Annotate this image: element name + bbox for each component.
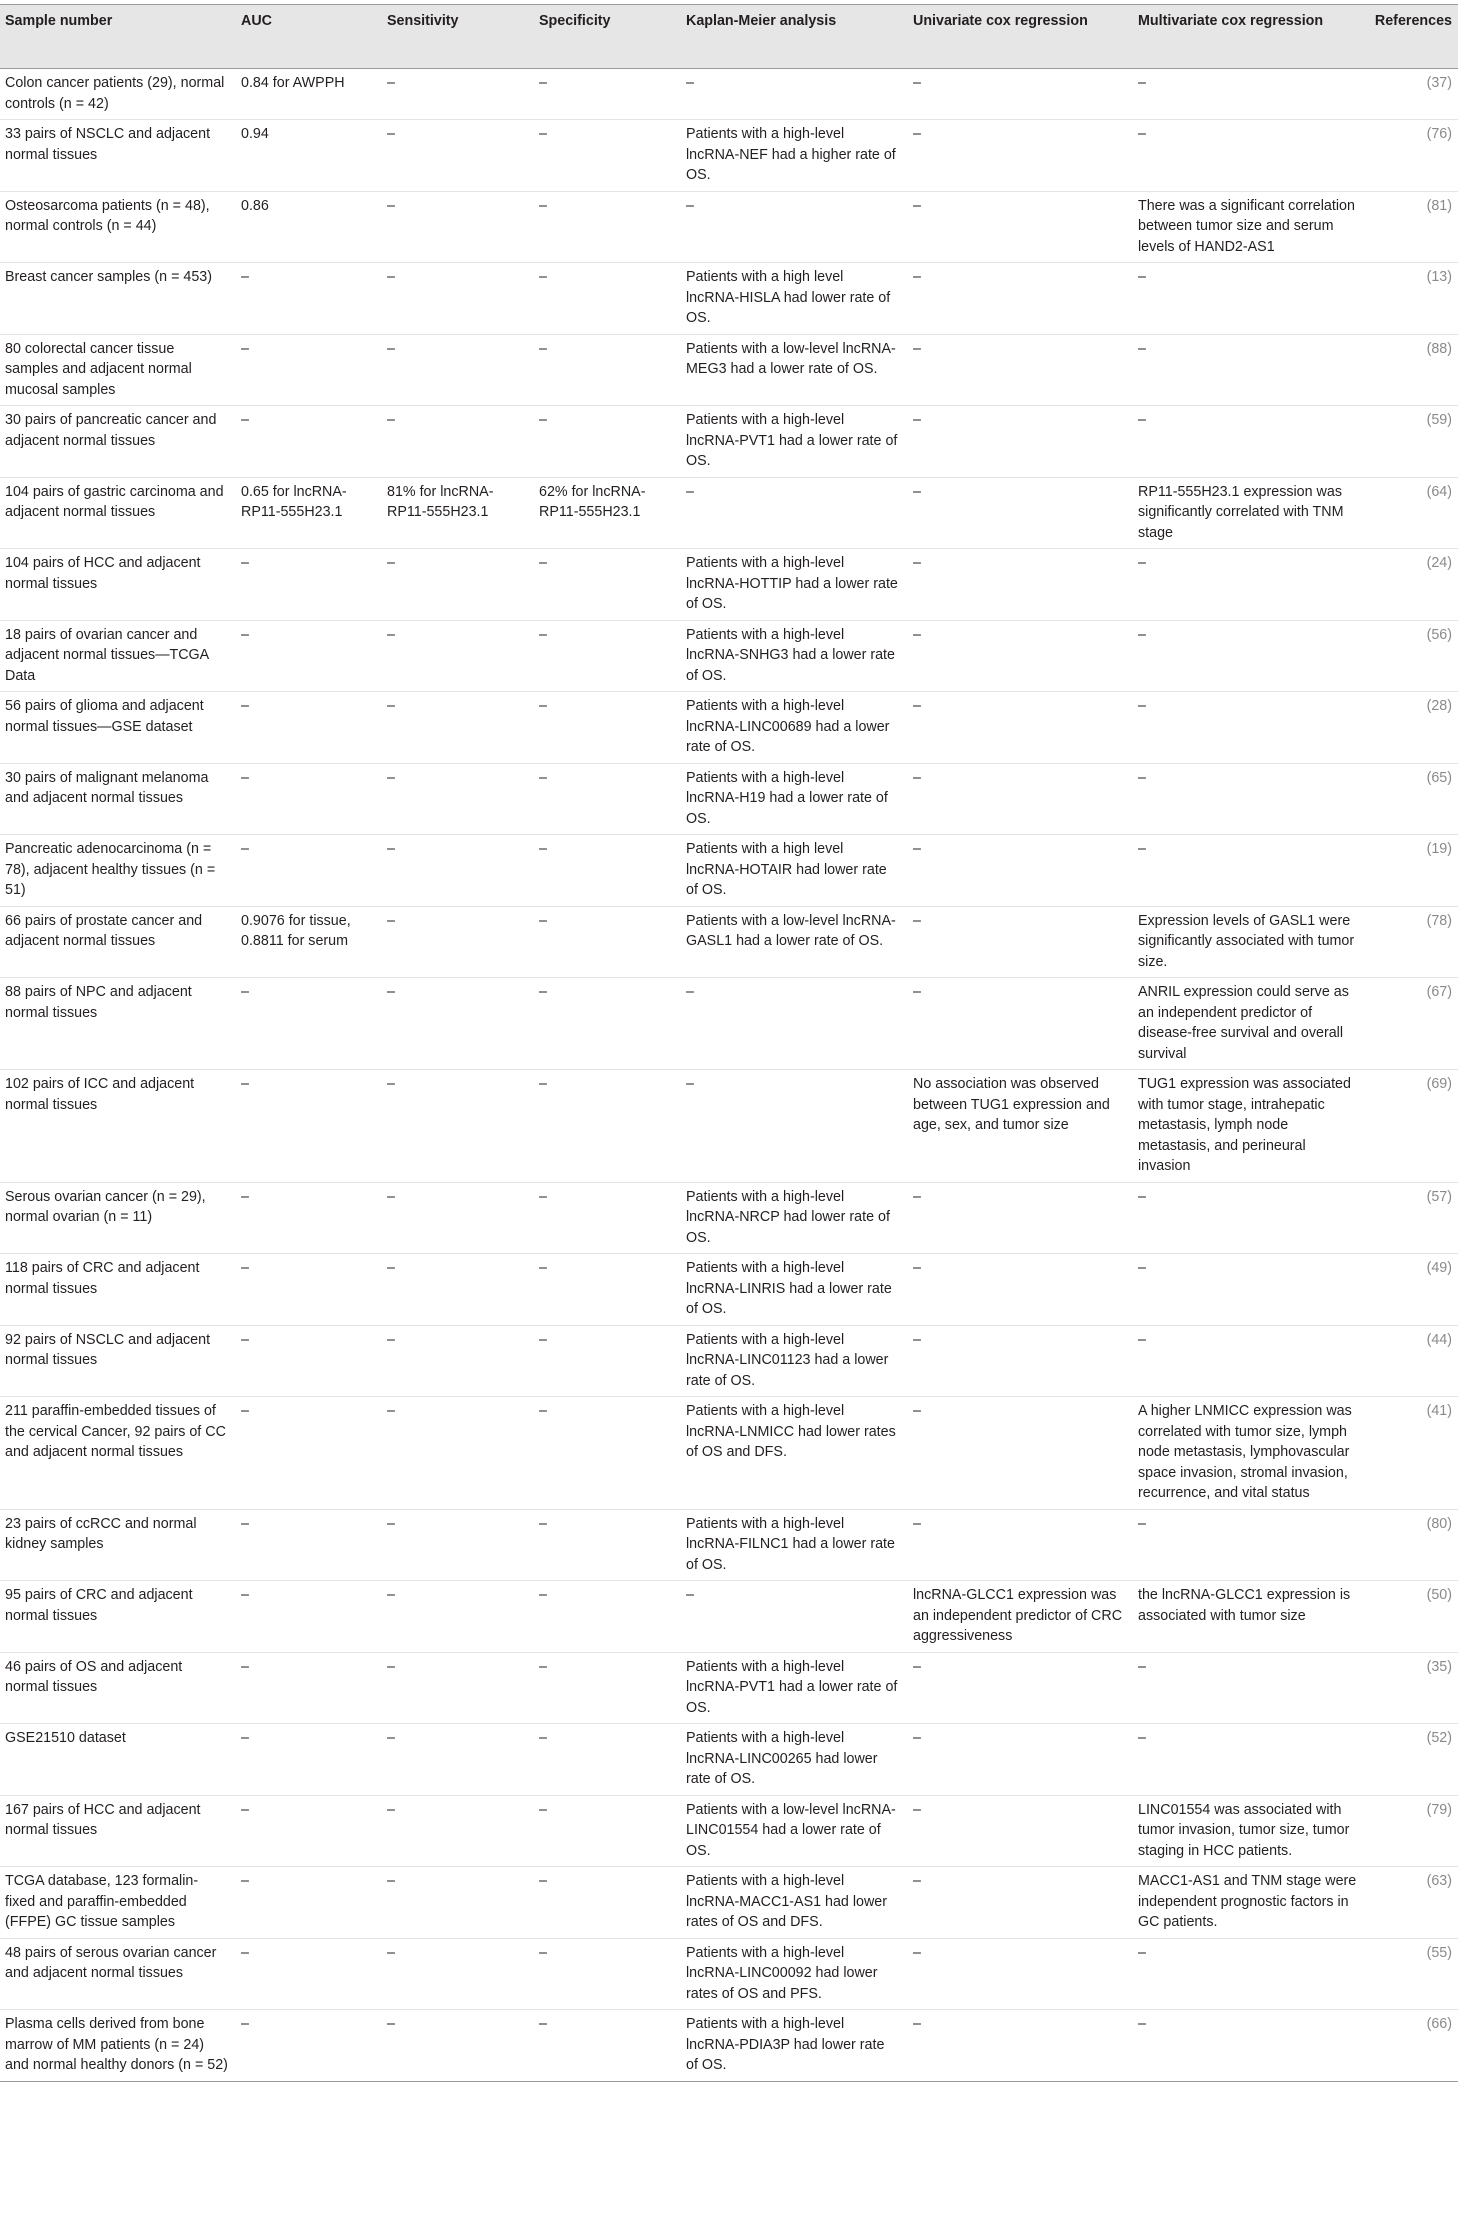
sensitivity-cell: 81% for lncRNA-RP11-555H23.1 [387,483,494,520]
reference-cell [1368,1652,1458,1724]
kaplan-meier-cell: Patients with a low-level lncRNA-MEG3 had a lower rate of OS. [686,340,896,377]
sensitivity-cell: – [387,1873,395,1889]
reference-link[interactable]: (79) [1426,1801,1452,1818]
sensitivity-cell: – [387,1587,395,1603]
auc-cell: – [241,1730,249,1746]
auc-cell: – [241,1260,249,1276]
sensitivity-cell: – [387,1515,395,1532]
table-header [0,5,1458,69]
reference-link[interactable]: (28) [1426,698,1452,714]
univariate-cox-cell: – [913,1403,921,1419]
multivariate-cox-cell: – [1138,1515,1146,1532]
univariate-cox-cell: – [913,1801,921,1818]
reference-cell [1368,906,1458,978]
sensitivity-cell: – [387,340,395,357]
data-table [0,4,1458,2082]
auc-cell: – [241,1801,249,1818]
sensitivity-cell: – [387,197,395,214]
table-row [0,978,1458,1070]
sample-number-cell: 18 pairs of ovarian cancer and adjacent normal tissues—TCGA Data [5,626,209,684]
reference-link[interactable]: (24) [1426,555,1452,571]
table-row [0,120,1458,192]
kaplan-meier-cell: Patients with a high-level lncRNA-H19 had a lower rate of OS. [686,769,888,827]
auc-cell: – [241,1076,249,1092]
reference-cell [1368,620,1458,692]
auc-cell: – [241,698,249,714]
table-row [0,763,1458,835]
header-sensitivity: Sensitivity [382,5,534,69]
multivariate-cox-cell: – [1138,698,1146,714]
sample-number-cell: 104 pairs of HCC and adjacent normal tissues [5,555,201,592]
multivariate-cox-cell: – [1138,2016,1146,2032]
specificity-cell: – [539,1260,547,1276]
reference-link[interactable]: (63) [1426,1873,1452,1889]
reference-cell [1368,549,1458,621]
sensitivity-cell: – [387,412,395,428]
reference-link[interactable]: (52) [1426,1730,1452,1746]
reference-cell [1368,1182,1458,1254]
table-row [0,549,1458,621]
kaplan-meier-cell: Patients with a high-level lncRNA-HOTTIP had a lower rate of OS. [686,555,898,612]
specificity-cell: – [539,1730,547,1746]
header-kaplan-meier: Kaplan-Meier analysis [681,5,908,69]
auc-cell: – [241,1188,249,1205]
specificity-cell: – [539,1873,547,1889]
sample-number-cell: 118 pairs of CRC and adjacent normal tissues [5,1260,200,1297]
table-row [0,1509,1458,1581]
sample-number-cell: Colon cancer patients (29), normal controls (n = 42) [5,75,225,112]
auc-cell: – [241,984,249,1000]
univariate-cox-cell: – [913,1331,921,1348]
auc-cell: – [241,841,249,857]
sensitivity-cell: – [387,75,395,91]
specificity-cell: – [539,1076,547,1092]
auc-cell: 0.84 for AWPPH [241,75,345,91]
sensitivity-cell: – [387,841,395,857]
kaplan-meier-cell: Patients with a high level lncRNA-HISLA had lower rate of OS. [686,269,891,326]
sample-number-cell: 211 paraffin-embedded tissues of the cervical Cancer, 92 pairs of CC and adjacent normal tissues [5,1403,226,1460]
sensitivity-cell: – [387,912,395,929]
sensitivity-cell: – [387,1331,395,1348]
specificity-cell: – [539,126,547,142]
auc-cell: – [241,555,249,571]
reference-link[interactable]: (66) [1426,2016,1452,2032]
multivariate-cox-cell: TUG1 expression was associated with tumor stage, intrahepatic metastasis, lymph node metastasis, and perineural invasion [1138,1076,1351,1174]
multivariate-cox-cell: – [1138,555,1146,571]
table-row [0,191,1458,263]
specificity-cell: – [539,269,547,285]
table-row [0,1652,1458,1724]
multivariate-cox-cell: – [1138,1331,1146,1348]
univariate-cox-cell: – [913,1188,921,1205]
sample-number-cell: Osteosarcoma patients (n = 48), normal controls (n = 44) [5,197,210,234]
header-multivariate-cox: Multivariate cox regression [1133,5,1368,69]
multivariate-cox-cell: There was a significant correlation between tumor size and serum levels of HAND2-AS1 [1138,197,1355,255]
sensitivity-cell: – [387,1188,395,1205]
reference-link[interactable]: (35) [1426,1658,1452,1675]
table-row [0,477,1458,549]
multivariate-cox-cell: ANRIL expression could serve as an independent predictor of disease-free survival and overall survival [1138,984,1349,1062]
multivariate-cox-cell: MACC1-AS1 and TNM stage were independent prognostic factors in GC patients. [1138,1873,1357,1930]
univariate-cox-cell: – [913,483,921,500]
multivariate-cox-cell: – [1138,412,1146,428]
header-specificity: Specificity [534,5,681,69]
table-row [0,906,1458,978]
specificity-cell: – [539,1403,547,1419]
kaplan-meier-cell: Patients with a high-level lncRNA-PVT1 had a lower rate of OS. [686,412,898,469]
sensitivity-cell: – [387,1260,395,1276]
sample-number-cell: 30 pairs of pancreatic cancer and adjacent normal tissues [5,412,217,449]
univariate-cox-cell: – [913,269,921,285]
kaplan-meier-cell: Patients with a high-level lncRNA-LNMICC had lower rates of OS and DFS. [686,1403,896,1460]
sample-number-cell: 167 pairs of HCC and adjacent normal tissues [5,1801,201,1838]
sample-number-cell: 102 pairs of ICC and adjacent normal tissues [5,1076,195,1113]
auc-cell: – [241,1658,249,1675]
auc-cell: – [241,1587,249,1603]
auc-cell: 0.94 [241,126,269,142]
univariate-cox-cell: – [913,1658,921,1675]
reference-cell [1368,263,1458,335]
header-references: References [1368,5,1458,69]
kaplan-meier-cell: Patients with a low-level lncRNA-LINC01554 had a lower rate of OS. [686,1801,896,1859]
table-row [0,1581,1458,1653]
reference-cell [1368,978,1458,1070]
multivariate-cox-cell: – [1138,1944,1146,1961]
univariate-cox-cell: – [913,984,921,1000]
reference-link[interactable]: (76) [1426,126,1452,142]
sensitivity-cell: – [387,1944,395,1961]
reference-link[interactable]: (37) [1426,75,1452,91]
kaplan-meier-cell: – [686,1076,694,1092]
sample-number-cell: 56 pairs of glioma and adjacent normal tissues—GSE dataset [5,698,204,735]
specificity-cell: 62% for lncRNA-RP11-555H23.1 [539,483,646,520]
multivariate-cox-cell: – [1138,340,1146,357]
reference-cell [1368,692,1458,764]
sample-number-cell: 88 pairs of NPC and adjacent normal tissues [5,984,192,1021]
reference-cell [1368,1070,1458,1183]
sensitivity-cell: – [387,126,395,142]
auc-cell: – [241,1331,249,1348]
table-row [0,334,1458,406]
univariate-cox-cell: – [913,1260,921,1276]
kaplan-meier-cell: Patients with a high-level lncRNA-LINC00265 had lower rate of OS. [686,1730,878,1787]
auc-cell: – [241,1515,249,1532]
sensitivity-cell: – [387,1403,395,1419]
reference-cell [1368,1795,1458,1867]
table-row [0,1325,1458,1397]
multivariate-cox-cell: the lncRNA-GLCC1 expression is associated with tumor size [1138,1587,1351,1624]
kaplan-meier-cell: – [686,483,694,500]
univariate-cox-cell: – [913,1730,921,1746]
specificity-cell: – [539,626,547,643]
sample-number-cell: Breast cancer samples (n = 453) [5,269,213,285]
specificity-cell: – [539,769,547,786]
kaplan-meier-cell: Patients with a high-level lncRNA-PDIA3P had lower rate of OS. [686,2016,885,2073]
univariate-cox-cell: – [913,197,921,214]
specificity-cell: – [539,1188,547,1205]
sample-number-cell: Plasma cells derived from bone marrow of MM patients (n = 24) and normal healthy donors (n = 52) [5,2016,228,2073]
kaplan-meier-cell: – [686,197,694,214]
auc-cell: 0.86 [241,197,269,214]
sample-number-cell: TCGA database, 123 formalin-fixed and paraffin-embedded (FFPE) GC tissue samples [5,1873,199,1930]
kaplan-meier-cell: Patients with a high-level lncRNA-LINRIS had a lower rate of OS. [686,1260,892,1317]
table-row [0,1182,1458,1254]
auc-cell: – [241,1873,249,1889]
reference-cell [1368,1254,1458,1326]
reference-link[interactable]: (19) [1426,841,1452,857]
multivariate-cox-cell: – [1138,1730,1146,1746]
kaplan-meier-cell: – [686,1587,694,1603]
kaplan-meier-cell: Patients with a high-level lncRNA-PVT1 had a lower rate of OS. [686,1658,898,1716]
reference-cell [1368,1724,1458,1796]
reference-cell [1368,1867,1458,1939]
sensitivity-cell: – [387,769,395,786]
multivariate-cox-cell: Expression levels of GASL1 were significantly associated with tumor size. [1138,912,1355,970]
kaplan-meier-cell: Patients with a low-level lncRNA-GASL1 had a lower rate of OS. [686,912,896,949]
reference-link[interactable]: (57) [1426,1188,1452,1205]
reference-cell [1368,1325,1458,1397]
auc-cell: 0.65 for lncRNA-RP11-555H23.1 [241,483,347,520]
kaplan-meier-cell: – [686,984,694,1000]
reference-link[interactable]: (59) [1426,412,1452,428]
table-row [0,1070,1458,1183]
table-row [0,835,1458,907]
auc-cell: – [241,1944,249,1961]
reference-cell [1368,334,1458,406]
sample-number-cell: 104 pairs of gastric carcinoma and adjacent normal tissues [5,483,224,520]
reference-link[interactable]: (65) [1426,769,1452,786]
multivariate-cox-cell: – [1138,126,1146,142]
sensitivity-cell: – [387,555,395,571]
kaplan-meier-cell: Patients with a high-level lncRNA-LINC00689 had a lower rate of OS. [686,698,890,755]
reference-link[interactable]: (41) [1426,1403,1452,1419]
reference-cell [1368,120,1458,192]
specificity-cell: – [539,698,547,714]
specificity-cell: – [539,2016,547,2032]
sample-number-cell: 95 pairs of CRC and adjacent normal tissues [5,1587,193,1624]
sensitivity-cell: – [387,1730,395,1746]
kaplan-meier-cell: Patients with a high-level lncRNA-NRCP had lower rate of OS. [686,1188,890,1246]
sample-number-cell: 33 pairs of NSCLC and adjacent normal tissues [5,126,211,163]
sample-number-cell: 80 colorectal cancer tissue samples and adjacent normal mucosal samples [5,340,192,398]
table-row [0,620,1458,692]
kaplan-meier-cell: Patients with a high-level lncRNA-LINC00092 had lower rates of OS and PFS. [686,1944,878,2002]
reference-link[interactable]: (50) [1426,1587,1452,1603]
sensitivity-cell: – [387,269,395,285]
header-sample-number: Sample number [0,5,236,69]
reference-link[interactable]: (13) [1426,269,1452,285]
univariate-cox-cell: – [913,2016,921,2032]
kaplan-meier-cell: Patients with a high-level lncRNA-FILNC1 had a lower rate of OS. [686,1515,895,1573]
multivariate-cox-cell: A higher LNMICC expression was correlated with tumor size, lymph node metastasis, lymphovascular space invasion, stromal invasion, recurrence, and vital status [1138,1403,1352,1501]
sample-number-cell: 66 pairs of prostate cancer and adjacent normal tissues [5,912,203,949]
specificity-cell: – [539,1658,547,1675]
reference-link[interactable]: (78) [1426,912,1452,929]
reference-link[interactable]: (88) [1426,340,1452,357]
table-row [0,1867,1458,1939]
reference-cell [1368,835,1458,907]
sample-number-cell: Pancreatic adenocarcinoma (n = 78), adjacent healthy tissues (n = 51) [5,841,216,898]
reference-link[interactable]: (49) [1426,1260,1452,1276]
multivariate-cox-cell: – [1138,1260,1146,1276]
multivariate-cox-cell: – [1138,841,1146,857]
specificity-cell: – [539,1587,547,1603]
multivariate-cox-cell: – [1138,1658,1146,1675]
auc-cell: – [241,269,249,285]
specificity-cell: – [539,984,547,1000]
univariate-cox-cell: – [913,412,921,428]
specificity-cell: – [539,1801,547,1818]
sample-number-cell: 48 pairs of serous ovarian cancer and adjacent normal tissues [5,1944,217,1981]
univariate-cox-cell: – [913,126,921,142]
specificity-cell: – [539,1331,547,1348]
specificity-cell: – [539,1944,547,1961]
reference-cell [1368,763,1458,835]
table-body [0,69,1458,2082]
auc-cell: – [241,1403,249,1419]
reference-cell [1368,1509,1458,1581]
table-row [0,1397,1458,1510]
univariate-cox-cell: lncRNA-GLCC1 expression was an independent predictor of CRC aggressiveness [913,1587,1123,1644]
specificity-cell: – [539,912,547,929]
auc-cell: 0.9076 for tissue, 0.8811 for serum [241,912,351,949]
reference-link[interactable]: (56) [1426,626,1452,643]
specificity-cell: – [539,75,547,91]
table-row [0,692,1458,764]
auc-cell: – [241,340,249,357]
specificity-cell: – [539,1515,547,1532]
table-row [0,406,1458,478]
table-row [0,69,1458,120]
reference-cell [1368,1938,1458,2010]
multivariate-cox-cell: – [1138,769,1146,786]
reference-cell [1368,191,1458,263]
univariate-cox-cell: – [913,1515,921,1532]
table-row [0,1254,1458,1326]
specificity-cell: – [539,412,547,428]
auc-cell: – [241,412,249,428]
sample-number-cell: GSE21510 dataset [5,1730,126,1746]
sensitivity-cell: – [387,698,395,714]
kaplan-meier-cell: Patients with a high-level lncRNA-LINC01123 had a lower rate of OS. [686,1331,889,1389]
univariate-cox-cell: – [913,340,921,357]
univariate-cox-cell: – [913,626,921,643]
univariate-cox-cell: – [913,698,921,714]
univariate-cox-cell: – [913,555,921,571]
univariate-cox-cell: – [913,1944,921,1961]
specificity-cell: – [539,555,547,571]
sample-number-cell: 46 pairs of OS and adjacent normal tissues [5,1658,183,1695]
table-row [0,1938,1458,2010]
sensitivity-cell: – [387,2016,395,2032]
reference-cell [1368,2010,1458,2082]
specificity-cell: – [539,340,547,357]
kaplan-meier-cell: – [686,75,694,91]
kaplan-meier-cell: Patients with a high level lncRNA-HOTAIR had lower rate of OS. [686,841,887,898]
kaplan-meier-cell: Patients with a high-level lncRNA-MACC1-AS1 had lower rates of OS and DFS. [686,1873,888,1930]
table-row [0,1795,1458,1867]
reference-cell [1368,477,1458,549]
multivariate-cox-cell: – [1138,269,1146,285]
univariate-cox-cell: – [913,841,921,857]
sample-number-cell: Serous ovarian cancer (n = 29), normal ovarian (n = 11) [5,1188,206,1225]
auc-cell: – [241,626,249,643]
sensitivity-cell: – [387,1658,395,1675]
reference-cell [1368,69,1458,120]
sensitivity-cell: – [387,1801,395,1818]
reference-link[interactable]: (80) [1426,1515,1452,1532]
table-row [0,263,1458,335]
sensitivity-cell: – [387,626,395,643]
reference-cell [1368,1581,1458,1653]
multivariate-cox-cell: LINC01554 was associated with tumor invasion, tumor size, tumor staging in HCC patients. [1138,1801,1350,1859]
table-row [0,2010,1458,2082]
sample-number-cell: 23 pairs of ccRCC and normal kidney samples [5,1515,197,1552]
sample-number-cell: 92 pairs of NSCLC and adjacent normal tissues [5,1331,211,1368]
sample-number-cell: 30 pairs of malignant melanoma and adjacent normal tissues [5,769,209,806]
specificity-cell: – [539,197,547,214]
sensitivity-cell: – [387,984,395,1000]
table-row [0,1724,1458,1796]
auc-cell: – [241,769,249,786]
reference-link[interactable]: (67) [1426,984,1452,1000]
reference-cell [1368,406,1458,478]
sensitivity-cell: – [387,1076,395,1092]
reference-cell [1368,1397,1458,1510]
univariate-cox-cell: – [913,769,921,786]
kaplan-meier-cell: Patients with a high-level lncRNA-NEF had a higher rate of OS. [686,126,896,183]
multivariate-cox-cell: – [1138,75,1146,91]
univariate-cox-cell: No association was observed between TUG1 expression and age, sex, and tumor size [913,1076,1110,1133]
header-auc: AUC [236,5,382,69]
header-univariate-cox: Univariate cox regression [908,5,1133,69]
kaplan-meier-cell: Patients with a high-level lncRNA-SNHG3 had a lower rate of OS. [686,626,895,684]
reference-link[interactable]: (81) [1426,197,1452,214]
univariate-cox-cell: – [913,912,921,929]
multivariate-cox-cell: – [1138,1188,1146,1205]
reference-link[interactable]: (55) [1426,1944,1452,1961]
reference-link[interactable]: (69) [1426,1076,1452,1092]
reference-link[interactable]: (64) [1426,483,1452,500]
header-row [0,5,1458,69]
univariate-cox-cell: – [913,1873,921,1889]
reference-link[interactable]: (44) [1426,1331,1452,1348]
multivariate-cox-cell: RP11-555H23.1 expression was significantly correlated with TNM stage [1138,483,1344,541]
univariate-cox-cell: – [913,75,921,91]
auc-cell: – [241,2016,249,2032]
multivariate-cox-cell: – [1138,626,1146,643]
specificity-cell: – [539,841,547,857]
